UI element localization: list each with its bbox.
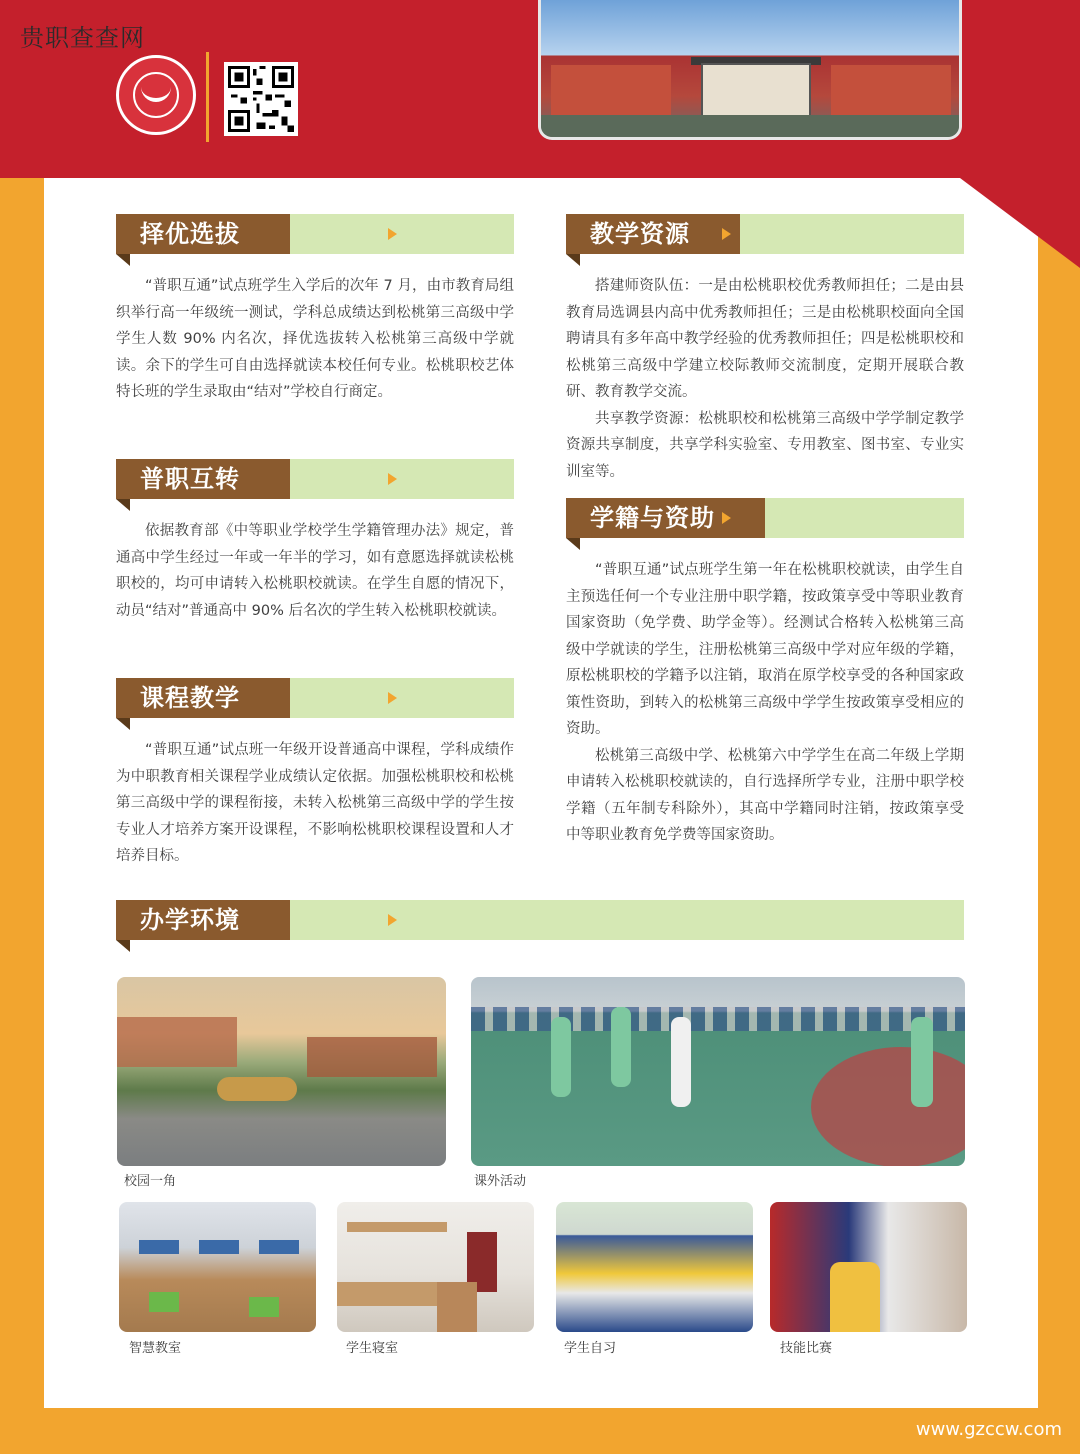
section-title: 学籍与资助 bbox=[590, 504, 715, 532]
site-watermark: 贵职查查网 bbox=[20, 24, 145, 52]
campus-gate-photo bbox=[538, 0, 962, 140]
section-header-puzhi bbox=[116, 459, 514, 499]
section-text-kecheng: “普职互通”试点班一年级开设普通高中课程，学科成绩作为中职教育相关课程学业成绩认定依据。加强松桃职校和松桃第三高级中学的课程衔接，未转入松桃第三高级中学的学生按专业人才培养方案开设课程，不影响松桃职校课程设置和人才培养目标。 bbox=[116, 742, 514, 864]
outdoor-activity-photo bbox=[471, 977, 965, 1166]
left-border bbox=[0, 205, 44, 1435]
smart-classroom-photo bbox=[119, 1202, 316, 1332]
qr-code[interactable] bbox=[224, 62, 298, 136]
school-logo bbox=[116, 55, 196, 135]
section-title: 教学资源 bbox=[590, 220, 690, 248]
section-text-zeyou: “普职互通”试点班学生入学后的次年 7 月，由市教育局组织举行高一年级统一测试，学科总成绩达到松桃第三高级中学学生人数 90% 内名次，择优选拔转入松桃第三高级中学就读。余下的学生可自由选择就读本校任何专业。松桃职校艺体特长班的学生录取由“结对”学校自行商定。 bbox=[116, 278, 514, 400]
photo-caption: 智慧教室 bbox=[129, 1341, 182, 1356]
site-url-watermark: www.gzccw.com bbox=[915, 1419, 1062, 1440]
self-study-photo bbox=[556, 1202, 753, 1332]
section-title: 办学环境 bbox=[140, 906, 240, 934]
section-text-jiaoxue: 搭建师资队伍：一是由松桃职校优秀教师担任；二是由县教育局选调县内高中优秀教师担任；三是由松桃职校面向全国聘请具有多年高中教学经验的优秀教师担任；四是松桃职校和松桃第三高级中学建立校际教师交流制度，定期开展联合教研、教育教学交流。 共享教学资源：松桃职校和松桃第三高级中学学制定教学资源共享制度，共享学科实验室、专用教室、图书室、专业实训室等。 bbox=[566, 278, 964, 480]
section-title: 择优选拔 bbox=[140, 220, 240, 248]
photo-caption: 课外活动 bbox=[474, 1174, 527, 1189]
header-divider bbox=[206, 52, 209, 142]
campus-corner-photo bbox=[117, 977, 446, 1166]
section-title: 普职互转 bbox=[140, 465, 240, 493]
section-title: 课程教学 bbox=[140, 684, 240, 712]
photo-caption: 校园一角 bbox=[124, 1174, 177, 1189]
photo-caption: 技能比赛 bbox=[780, 1341, 833, 1356]
section-header-jiaoxue bbox=[566, 214, 964, 254]
section-text-xueji: “普职互通”试点班学生第一年在松桃职校就读，由学生自主预选任何一个专业注册中职学籍，按政策享受中等职业教育国家资助（免学费、助学金等）。经测试合格转入松桃第三高级中学就读的学生，注册松桃第三高级中学对应年级的学籍，原松桃职校的学籍予以注销，取消在原学校享受的各种国家政策性资助，到转入的松桃第三高级中学学生按政策享受相应的资助。 松桃第三高级中学、松桃第六中学学生在高二年级上学期申请转入松桃职校就读的，自行选择所学专业，注册中职学校学籍（五年制专科除外），其高中学籍同时注销，按政策享受中等职业教育免学费等国家资助。 bbox=[566, 562, 964, 843]
skills-contest-photo bbox=[770, 1202, 967, 1332]
section-header-zeyou bbox=[116, 214, 514, 254]
section-text-puzhi: 依据教育部《中等职业学校学生学籍管理办法》规定，普通高中学生经过一年或一年半的学习，如有意愿选择就读松桃职校的，均可申请转入松桃职校就读。在学生自愿的情况下，动员“结对”普通高中 90% 后名次的学生转入松桃职校就读。 bbox=[116, 523, 514, 619]
right-border bbox=[1038, 178, 1080, 1408]
dormitory-photo bbox=[337, 1202, 534, 1332]
section-header-huanjing bbox=[116, 900, 964, 940]
photo-caption: 学生自习 bbox=[564, 1341, 617, 1356]
corner-fold bbox=[960, 178, 1080, 268]
section-header-xueji bbox=[566, 498, 964, 538]
photo-caption: 学生寝室 bbox=[346, 1341, 399, 1356]
section-header-kecheng bbox=[116, 678, 514, 718]
